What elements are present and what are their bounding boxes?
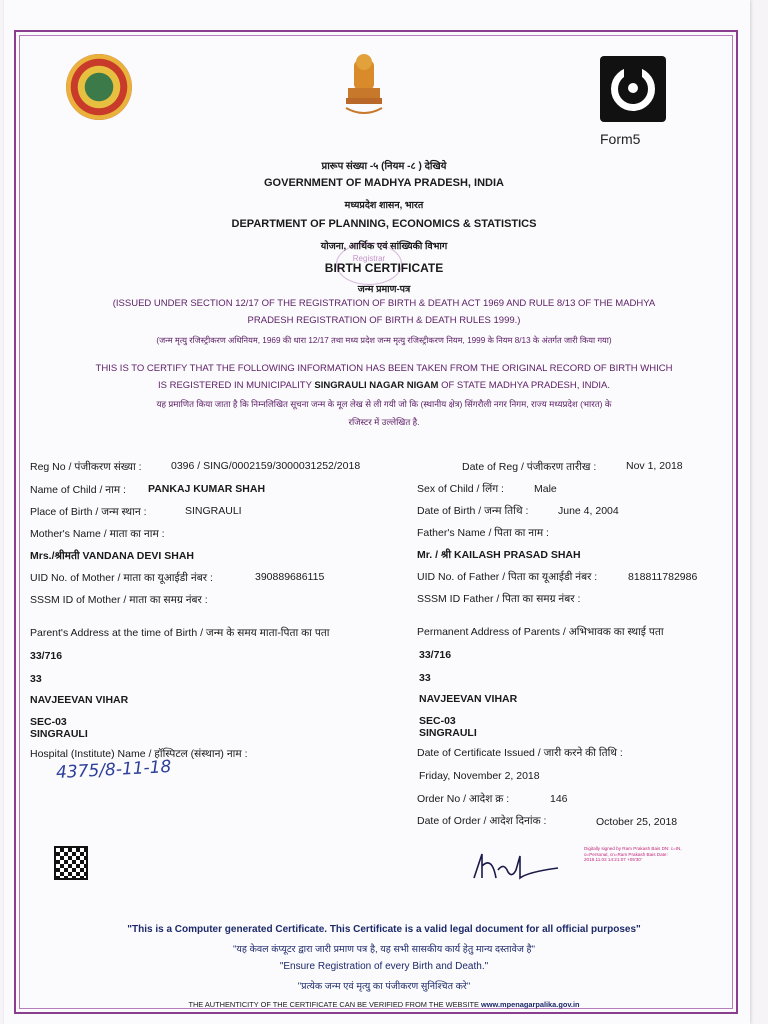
computer-generated-note: "This is a Computer generated Certificate. This Certificate is a valid legal document for all official purposes" — [127, 924, 641, 935]
sssm-father-label: SSSM ID Father / पिता का समग्र नंबर : — [417, 593, 581, 605]
parent-address-line5: SINGRAULI — [30, 728, 88, 740]
uid-mother-label: UID No. of Mother / माता का यूआईडी नंबर : — [30, 572, 213, 584]
hospital-label: Hospital (Institute) Name / हॉस्पिटल (संस्थान) नाम : — [30, 748, 248, 760]
qr-code-icon[interactable] — [54, 846, 88, 880]
issued-under-line2: PRADESH REGISTRATION OF BIRTH & DEATH RULES 1999.) — [247, 315, 521, 326]
reg-no-label: Reg No / पंजीकरण संख्या : — [30, 461, 142, 473]
permanent-address-line4: SEC-03 — [419, 715, 456, 727]
father-name-value: Mr. / श्री KAILASH PRASAD SHAH — [417, 549, 581, 561]
certify-line2: IS REGISTERED IN MUNICIPALITY SINGRAULI NAGAR NIGAM OF STATE MADHYA PRADESH, INDIA. — [157, 380, 611, 391]
permanent-address-line3: NAVJEEVAN VIHAR — [419, 693, 518, 705]
order-no-value: 146 — [550, 793, 568, 805]
sex-label: Sex of Child / लिंग : — [417, 483, 504, 495]
ensure-registration-note: "Ensure Registration of every Birth and Death." — [279, 961, 489, 972]
issued-under-line1: (ISSUED UNDER SECTION 12/17 OF THE REGISTRATION OF BIRTH & DEATH ACT 1969 AND RULE 8/13 OF THE MADHYA — [112, 298, 656, 309]
child-name-label: Name of Child / नाम : — [30, 484, 126, 496]
digital-signature-block: Digitally signed by Ram Prakash Bais DN: c=IN, o=Personal, cn=Ram Prakash Bais Date: 2018.11.02 14:21:07 +05'30' — [584, 846, 682, 863]
registrar-stamp-icon: Registrar — [336, 243, 402, 285]
permanent-address-label: Permanent Address of Parents / अभिभावक का स्थाई पता — [417, 626, 664, 638]
order-date-label: Date of Order / आदेश दिनांक : — [417, 815, 547, 827]
certificate-title: BIRTH CERTIFICATE — [324, 261, 444, 275]
eseva-logo-icon — [600, 56, 666, 122]
dob-label: Date of Birth / जन्म तिथि : — [417, 505, 529, 517]
department-title-hindi: योजना, आर्थिक एवं सांख्यिकी विभाग — [320, 241, 448, 252]
verification-website-link[interactable]: www.mpenagarpalika.gov.in — [480, 1000, 580, 1009]
order-no-label: Order No / आदेश क्र : — [417, 793, 510, 805]
issue-date-value: Friday, November 2, 2018 — [419, 770, 540, 782]
government-title-hindi: मध्यप्रदेश शासन, भारत — [344, 200, 424, 211]
signature-icon — [468, 848, 564, 884]
order-date-value: October 25, 2018 — [596, 816, 678, 828]
computer-generated-note-hindi: "यह केवल कंप्यूटर द्वारा जारी प्रमाण पत्र है, यह सभी सासकीय कार्य हेतु मान्य दस्तावेज है" — [233, 944, 535, 955]
reg-no-value: 0396 / SING/0002159/3000031252/2018 — [171, 460, 361, 472]
sex-value: Male — [534, 483, 557, 495]
uid-mother-value: 390889686115 — [255, 571, 325, 583]
place-of-birth-value: SINGRAULI — [185, 505, 242, 517]
sssm-mother-label: SSSM ID of Mother / माता का समग्र नंबर : — [30, 594, 208, 606]
uid-father-label: UID No. of Father / पिता का यूआईडी नंबर : — [417, 571, 598, 583]
certify-line1: THIS IS TO CERTIFY THAT THE FOLLOWING INFORMATION HAS BEEN TAKEN FROM THE ORIGINAL RECORD OF BIRTH WHICH — [95, 363, 673, 374]
issue-date-label: Date of Certificate Issued / जारी करने की तिथि : — [417, 747, 623, 759]
mother-name-label: Mother's Name / माता का नाम : — [30, 528, 165, 540]
government-title: GOVERNMENT OF MADHYA PRADESH, INDIA — [264, 177, 504, 189]
parent-address-line4: SEC-03 — [30, 716, 67, 728]
issued-under-hindi: (जन्म मृत्यु रजिस्ट्रीकरण अधिनियम, 1969 की धारा 12/17 तथा मध्य प्रदेश जन्म मृत्यु रजिस्ट्रीकरण नियम, 1999 के नियम 8/13 के अंतर्गत जारी किया गया) — [156, 336, 612, 345]
certificate-title-hindi: जन्म प्रमाण-पत्र — [357, 284, 411, 295]
dob-value: June 4, 2004 — [558, 505, 619, 517]
mother-name-value: Mrs./श्रीमती VANDANA DEVI SHAH — [30, 550, 194, 562]
place-of-birth-label: Place of Birth / जन्म स्थान : — [30, 506, 147, 518]
certify-hindi-line1: यह प्रमाणित किया जाता है कि निम्नलिखित सूचना जन्म के मूल लेख से ली गयी जो कि (स्थानीय क्षेत्र) सिंगरौली नगर निगम, राज्य मध्यप्रदेश (भारत) के — [156, 399, 612, 409]
mp-state-emblem-icon — [66, 54, 132, 120]
department-title: DEPARTMENT OF PLANNING, ECONOMICS & STATISTICS — [231, 218, 537, 230]
child-name-value: PANKAJ KUMAR SHAH — [148, 483, 266, 495]
verification-line: THE AUTHENTICITY OF THE CERTIFICATE CAN BE VERIFIED FROM THE WEBSITE www.mpenagarpalika.gov.in — [188, 1000, 580, 1009]
uid-father-value: 818811782986 — [628, 571, 698, 583]
father-name-label: Father's Name / पिता का नाम : — [417, 527, 549, 539]
reg-date-label: Date of Reg / पंजीकरण तारीख : — [462, 461, 597, 473]
permanent-address-line5: SINGRAULI — [419, 727, 477, 739]
parent-address-line3: NAVJEEVAN VIHAR — [30, 694, 129, 706]
parent-address-line2: 33 — [30, 673, 42, 685]
certify-hindi-line2: रजिस्टर में उल्लेखित है. — [348, 417, 420, 427]
permanent-address-line2: 33 — [419, 672, 431, 684]
logo-caption: Form5 — [600, 131, 641, 147]
parent-address-label: Parent's Address at the time of Birth / जन्म के समय माता-पिता का पता — [30, 627, 330, 639]
form-reference: प्रारूप संख्या -५ (नियम -८ ) देखिये — [321, 161, 447, 172]
handwritten-note: 4375/8-11-18 — [55, 756, 172, 784]
parent-address-line1: 33/716 — [30, 650, 63, 662]
ashoka-emblem-icon — [340, 52, 388, 118]
reg-date-value: Nov 1, 2018 — [626, 460, 683, 472]
ensure-registration-note-hindi: "प्रत्येक जन्म एवं मृत्यु का पंजीकरण सुनिश्चित करे" — [297, 981, 471, 992]
permanent-address-line1: 33/716 — [419, 649, 452, 661]
